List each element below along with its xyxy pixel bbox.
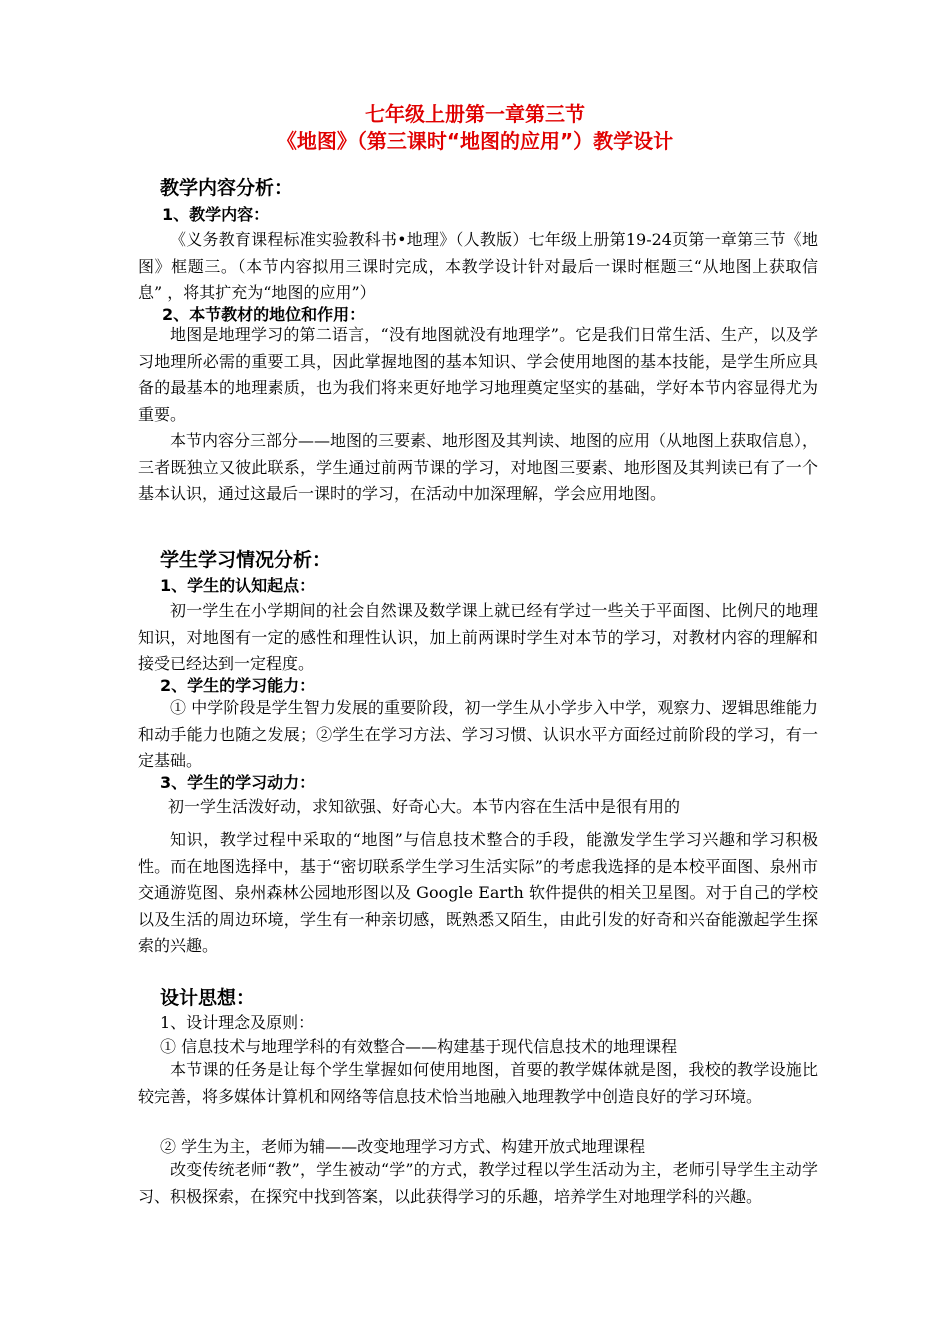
section-heading-student-analysis: 学生学习情况分析： [160, 549, 332, 571]
subheading-design-principles: 1、设计理念及原则： [160, 1013, 315, 1032]
paragraph-motivation-rest: 知识，教学过程中采取的“地图”与信息技术整合的手段，能激发学生学习兴趣和学习积极性。而在地图选择中，基于“密切联系学生学习生活实际”的考虑我选择的是本校平面图、泉州市交通游览图、泉州森林公园地形图以及 Google Earth 软件提供的相关卫星图。对于自己的学校以及生活的周边环境，学生有一种亲切感，既熟悉又陌生，由此引发的好奇和兴奋能激起学生探索的兴趣。 [138, 830, 818, 955]
subheading-textbook-role: 2、本节教材的地位和作用： [162, 305, 366, 324]
paragraph-teaching-content: 《义务教育课程标准实验教科书•地理》（人教版）七年级上册第19-24页第一章第三节《地图》框题三。（本节内容拟用三课时完成，本教学设计针对最后一课时框题三“从地图上获取信息” ，将其扩充为“地图的应用”） [138, 230, 818, 302]
principle-item-1: ① 信息技术与地理学科的有效整合——构建基于现代信息技术的地理课程 [160, 1037, 678, 1056]
section-heading-design-idea: 设计思想： [160, 987, 256, 1009]
principle-item-2: ② 学生为主，老师为辅——改变地理学习方式、构建开放式地理课程 [160, 1137, 646, 1156]
subheading-cognitive-start: 1、学生的认知起点： [160, 576, 316, 595]
section-heading-content-analysis: 教学内容分析： [160, 177, 294, 199]
subheading-learning-motivation: 3、学生的学习动力： [160, 773, 316, 792]
paragraph-motivation-start: 初一学生活泼好动，求知欲强、好奇心大。本节内容在生活中是很有用的 [168, 797, 681, 816]
paragraph-principle-2: 改变传统老师“教”，学生被动“学”的方式，教学过程以学生活动为主，老师引导学生主动学习、积极探索，在探究中找到答案，以此获得学习的乐趣，培养学生对地理学科的兴趣。 [138, 1160, 818, 1206]
title-line-2: 《地图》（第三课时“地图的应用”）教学设计 [276, 129, 674, 153]
paragraph-learning-ability: ① 中学阶段是学生智力发展的重要阶段，初一学生从小学步入中学，观察力、逻辑思维能力和动手能力也随之发展；②学生在学习方法、学习习惯、认识水平方面经过前阶段的学习，有一定基础。 [138, 698, 818, 770]
title-line-1: 七年级上册第一章第三节 [365, 102, 585, 126]
paragraph-cognitive-start: 初一学生在小学期间的社会自然课及数学课上就已经有学过一些关于平面图、比例尺的地理知识，对地图有一定的感性和理性认识，加上前两课时学生对本节的学习，对教材内容的理解和接受已经达到一定程度。 [138, 601, 818, 673]
subheading-learning-ability: 2、学生的学习能力： [160, 676, 316, 695]
subheading-teaching-content: 1、教学内容： [162, 205, 270, 224]
paragraph-principle-1: 本节课的任务是让每个学生掌握如何使用地图，首要的教学媒体就是图，我校的教学设施比较完善，将多媒体计算机和网络等信息技术恰当地融入地理教学中创造良好的学习环境。 [138, 1060, 818, 1106]
paragraph-three-parts: 本节内容分三部分——地图的三要素、地形图及其判读、地图的应用（从地图上获取信息），三者既独立又彼此联系，学生通过前两节课的学习，对地图三要素、地形图及其判读已有了一个基本认识，通过这最后一课时的学习，在活动中加深理解，学会应用地图。 [138, 431, 819, 503]
paragraph-map-importance: 地图是地理学习的第二语言，“没有地图就没有地理学”。它是我们日常生活、生产，以及学习地理所必需的重要工具，因此掌握地图的基本知识、学会使用地图的基本技能，是学生所应具备的最基本的地理素质，也为我们将来更好地学习地理奠定坚实的基础，学好本节内容显得尤为重要。 [138, 325, 818, 424]
